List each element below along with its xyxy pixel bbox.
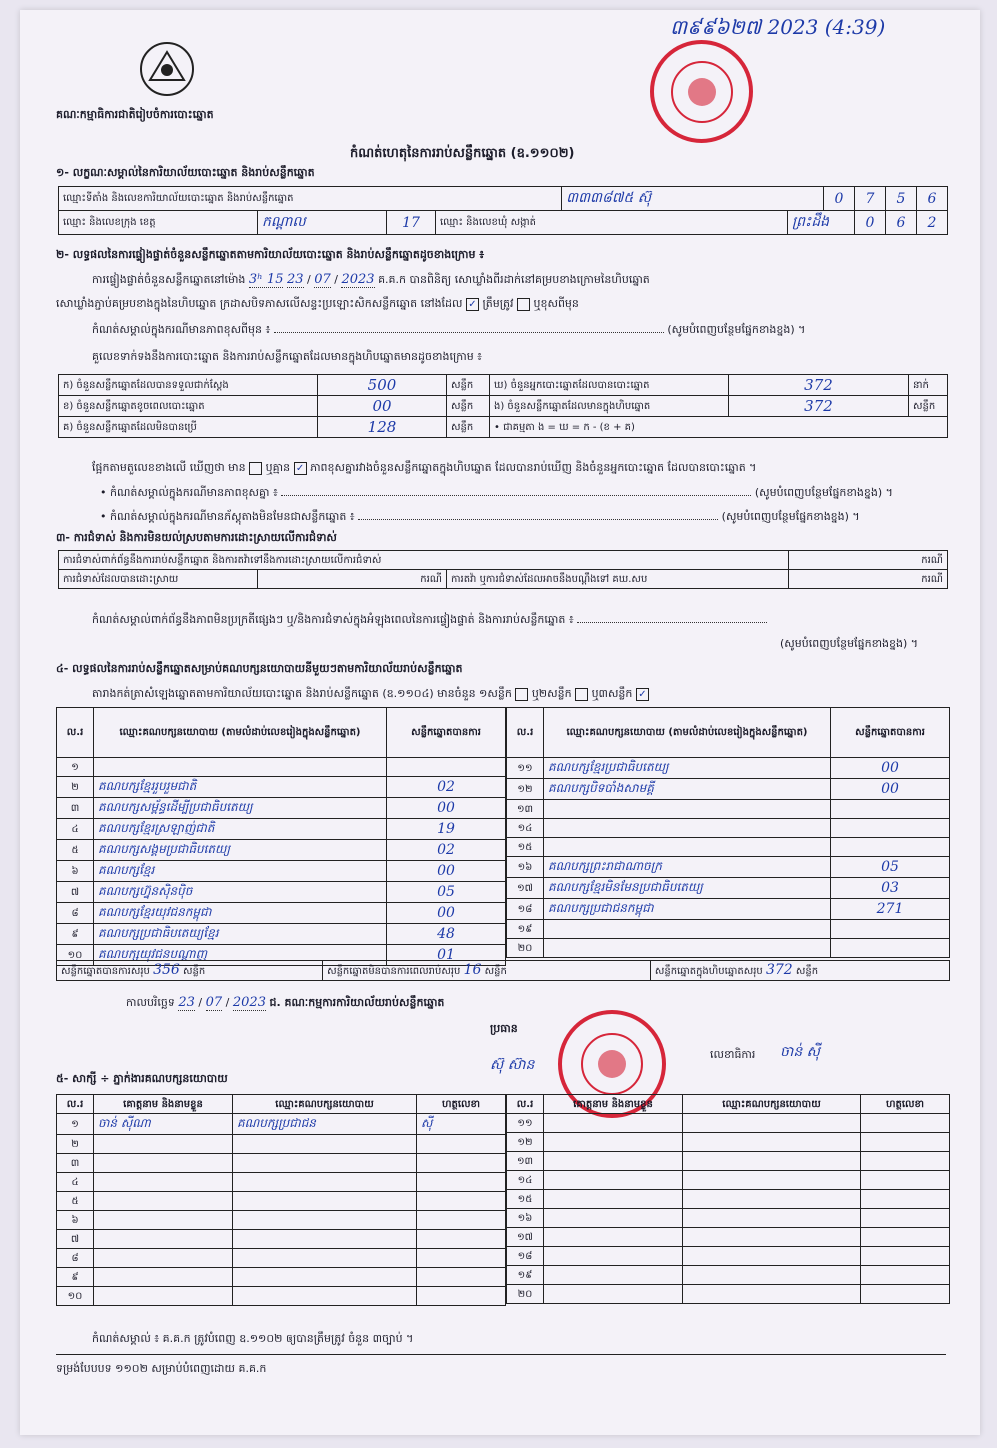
vote-row-party [544, 838, 831, 857]
witness-row-sign [861, 1209, 950, 1228]
secretary-label: លេខាធិការ [710, 1048, 756, 1061]
vote-row-votes: 01 [387, 945, 506, 966]
witness-row-right-4 [507, 1171, 950, 1190]
vote-row-votes [831, 800, 950, 819]
vote-row-party: គណបក្សហ្វ៊ុនស៊ិនប៉ិច [94, 882, 387, 903]
vote-row-party: គណបក្សសម្ព័ន្ធដើម្បីប្រជាធិបតេយ្យ [94, 798, 387, 819]
section1-table [58, 186, 948, 235]
province-number: 17 [387, 211, 436, 235]
count-e-value: 372 [729, 396, 909, 417]
total-invalid: សន្លឹកឆ្នោតមិនបានការពេលរាប់សរុប 16 សន្លឹក [323, 961, 651, 981]
witness-row-sign [417, 1211, 506, 1230]
vote-row-party: គណបក្សខ្មែរប្រជាធិបតេយ្យ [544, 758, 831, 779]
count-a-value: 500 [318, 375, 447, 396]
witness-row-sign [417, 1268, 506, 1287]
vote-row-votes: 00 [387, 861, 506, 882]
vote-row-votes: 03 [831, 878, 950, 899]
vote-row-votes [831, 939, 950, 958]
witness-row-name [544, 1171, 683, 1190]
witness-table-right: ល.រ គោត្តនាម និងនាមខ្លួន ឈ្មោះគណបក្សនយោបាយ ហត្ថលេខា ១១ ១២ ១៣ ១៤ ១៥ ១៦ ១៧ ១៨ ១៩ ២០ [506, 1094, 950, 1304]
witness-row-sign [861, 1285, 950, 1304]
witness-row-name [94, 1211, 233, 1230]
vote-row-number: ៥ [57, 840, 94, 861]
province-label: ឈ្មោះ និងលេខក្រុង ខេត្ត [59, 211, 258, 235]
one-sheet-checkbox[interactable] [515, 688, 528, 701]
vote-row-number: ៨ [57, 903, 94, 924]
correct-checkbox[interactable]: ✓ [466, 298, 479, 311]
witness-row-sign [417, 1173, 506, 1192]
diff-no-checkbox[interactable]: ✓ [294, 462, 307, 475]
vote-row-number: ១៦ [507, 857, 544, 878]
verification-day: 23 [286, 272, 304, 287]
witness-row-number: ៥ [57, 1192, 94, 1211]
vote-row-party: គណបក្សសង្គមប្រជាធិបតេយ្យ [94, 840, 387, 861]
commune-code-1: 0 [855, 211, 886, 235]
witness-row-party [233, 1135, 417, 1154]
vote-row-number: ១៧ [507, 878, 544, 899]
vote-row-party: គណបក្សខ្មែរ [94, 861, 387, 882]
total-box: សន្លឹកឆ្នោតក្នុងហិបឆ្នោតសរុប 372 សន្លឹក [650, 961, 949, 981]
count-d-value: 372 [729, 375, 909, 396]
vote-row-right-9 [507, 920, 950, 939]
vote-row-party [544, 920, 831, 939]
witness-row-party [683, 1133, 861, 1152]
witness-row-name [94, 1173, 233, 1192]
vote-row-left-5 [57, 840, 506, 861]
vote-row-number: ១៥ [507, 838, 544, 857]
witness-row-name [544, 1209, 683, 1228]
witness-row-party [233, 1230, 417, 1249]
vote-row-number: ២០ [507, 939, 544, 958]
vote-row-right-10 [507, 939, 950, 958]
witness-row-name [544, 1228, 683, 1247]
witness-row-sign [417, 1192, 506, 1211]
org-name: គណៈកម្មាធិការជាតិរៀបចំការបោះឆ្នោត [56, 108, 214, 121]
vote-row-number: ២ [57, 777, 94, 798]
vote-row-left-2 [57, 777, 506, 798]
witness-row-sign: ស៊ី [417, 1114, 506, 1135]
witness-row-number: ៩ [57, 1268, 94, 1287]
witness-row-name [94, 1268, 233, 1287]
vote-row-party: គណបក្សខ្មែរស្រឡាញ់ជាតិ [94, 819, 387, 840]
page-title: កំណត់ហេតុនៃការរាប់សន្លឹកឆ្នោត (ឧ.១១០២) [350, 146, 575, 161]
witness-row-number: ៣ [57, 1154, 94, 1173]
official-stamp-top [650, 40, 753, 143]
vote-row-votes: 00 [831, 758, 950, 779]
witness-row-name [544, 1152, 683, 1171]
witness-row-right-3 [507, 1152, 950, 1171]
witness-row-sign [861, 1114, 950, 1133]
counts-intro: គួលេខទាក់ទងនឹងការបោះឆ្នោត និងការរាប់សន្លឹកឆ្នោតដែលមានក្នុងហិបឆ្នោតមានដូចខាងក្រោម ៖ [92, 350, 483, 363]
vote-row-votes: 271 [831, 899, 950, 920]
witness-row-party [683, 1209, 861, 1228]
witness-row-left-8 [57, 1249, 506, 1268]
vote-row-votes: 02 [387, 840, 506, 861]
witness-row-party [233, 1173, 417, 1192]
vote-row-right-1 [507, 758, 950, 779]
section1-title: ១- លក្ខណៈសម្គាល់នៃការិយាល័យបោះឆ្នោត និងរាប់សន្លឹកឆ្នោត [56, 166, 315, 179]
witness-row-number: ១១ [507, 1114, 544, 1133]
witness-row-number: ១៥ [507, 1190, 544, 1209]
witness-row-number: ៧ [57, 1230, 94, 1249]
objection-resolved: ការជំទាស់ដែលបានដោះស្រាយ [59, 570, 258, 589]
witness-row-sign [861, 1133, 950, 1152]
witness-row-name [544, 1190, 683, 1209]
vote-row-left-1 [57, 758, 506, 777]
wrong-checkbox[interactable] [517, 298, 530, 311]
witness-row-number: ១៧ [507, 1228, 544, 1247]
witness-row-party [233, 1211, 417, 1230]
votes-table-right: ល.រ ឈ្មោះគណបក្សនយោបាយ (តាមលំដាប់លេខរៀងក្នុងសន្លឹកឆ្នោត) សន្លឹកឆ្នោតបានការ ១១ គណបក្សខ្មែរប្រជាធិបតេយ្យ 00 ១២ គណបក្សបិទបាំងសាមគ្គី 00 ១៣ ១៤ ១៥ ១៦ គណបក្សព្រះរាជាណាចក្រ 05 ១៧ គណបក្សខ្មែរមិនមែនប្រជាធិបតេយ្យ 03 ១៨ គណបក្សប្រជាជនកម្ពុជា 271 ១៩ ២០ [506, 707, 950, 958]
witness-row-number: ១ [57, 1114, 94, 1135]
count-d-label: ឃ) ចំនួនអ្នកបោះឆ្នោតដែលបានបោះឆ្នោត [490, 375, 729, 396]
witness-row-number: ១២ [507, 1133, 544, 1152]
witness-row-number: ២០ [507, 1285, 544, 1304]
vote-row-party: គណបក្សខ្មែររួបរួមជាតិ [94, 777, 387, 798]
date-month: 07 [205, 995, 223, 1010]
witness-row-party [683, 1285, 861, 1304]
witness-row-number: ១៨ [507, 1247, 544, 1266]
votes-table-left: ល.រ ឈ្មោះគណបក្សនយោបាយ (តាមលំដាប់លេខរៀងក្នុងសន្លឹកឆ្នោត) សន្លឹកឆ្នោតបានការ ១ ២ គណបក្សខ្មែររួបរួមជាតិ 02 ៣ គណបក្សសម្ព័ន្ធដើម្បីប្រជាធិបតេយ្យ 00 ៤ គណបក្សខ្មែរស្រឡាញ់ជាតិ 19 ៥ គណបក្សសង្គមប្រជាធិបតេយ្យ 02 ៦ គណបក្សខ្មែរ 00 ៧ គណបក្សហ្វ៊ុនស៊ិនប៉ិច 05 ៨ គណបក្សខ្មែរយុវជនកម្ពុជា 00 ៩ គណបក្សប្រជាធិបតេយ្យខ្មែរ 48 ១០ គណបក្សយុវជនបណ្ដាញ 01 [56, 707, 506, 966]
vote-row-number: ១៣ [507, 800, 544, 819]
vote-row-left-4 [57, 819, 506, 840]
objection-note: កំណត់សម្គាល់ពាក់ព័ន្ធនឹងភាពមិនប្រក្រតីផ្សេងៗ ឬ/និងការជំទាស់ក្នុងអំឡុងពេលនៃការផ្ទៀងផ្ទាត់ និងការរាប់សន្លឹកឆ្នោត ៖ [92, 613, 972, 629]
witness-row-sign [417, 1249, 506, 1268]
counts-table: ក) ចំនួនសន្លឹកឆ្នោតដែលបានទទួលជាក់ស្តែង 500 សន្លឹក ឃ) ចំនួនអ្នកបោះឆ្នោតដែលបានបោះឆ្នោត 372 នាក់ ខ) ចំនួនសន្លឹកឆ្នោតខូចពេលបោះឆ្នោត 00 សន្លឹក ង) ចំនួនសន្លឹកឆ្នោតដែលមានក្នុងហិបឆ្នោត 372 សន្លឹក គ) ចំនួនសន្លឹកឆ្នោតដែលមិនបានប្រើ 128 សន្លឹក • ជាគម្មតា ង = ឃ = ក - (ខ + គ) [58, 374, 948, 438]
verification-year: 2023 [341, 272, 375, 287]
station-value: ៣៣៣៨៧៥ ស៊ុ [562, 187, 824, 211]
section4-title: ៤- លទ្ធផលនៃការរាប់សន្លឹកឆ្នោតសម្រាប់គណបក្សនយោបាយនីមួយៗតាមការិយាល័យរាប់សន្លឹកឆ្នោត [56, 662, 463, 675]
witness-row-right-9 [507, 1266, 950, 1285]
date-year: 2023 [232, 995, 266, 1010]
witness-row-party: គណបក្សប្រជាជន [233, 1114, 417, 1135]
chief-signature: ស៊ុ ស៊ាន [490, 1057, 535, 1073]
vote-row-right-7 [507, 878, 950, 899]
vote-row-votes: 05 [387, 882, 506, 903]
verification-time: 3ʰ 15 [248, 272, 284, 287]
count-e-label: ង) ចំនួនសន្លឹកឆ្នោតដែលមានក្នុងហិបឆ្នោត [490, 396, 729, 417]
witness-row-sign [861, 1228, 950, 1247]
vote-row-right-2 [507, 779, 950, 800]
section5-title: ៥- សាក្សី ÷ ភ្នាក់ងារគណបក្សនយោបាយ [56, 1072, 228, 1085]
verification-line: ការផ្ទៀងផ្ទាត់ចំនួនសន្លឹកឆ្នោតនៅម៉ោង 3ʰ 15 23 / 07 / 2023 គ.គ.ក បានពិនិត្យ សោឃ្លាំងពីរដាក់នៅគម្របខាងក្រោមនៃហិបឆ្នោត [92, 272, 650, 287]
objection-table: ការជំទាស់ពាក់ព័ន្ធនឹងការរាប់សន្លឹកឆ្នោត និងការតវ៉ាទៅនឹងការដោះស្រាយលើការជំទាស់ ករណី ការជំទាស់ដែលបានដោះស្រាយ ករណី ការតវ៉ា ឬការជំទាស់ដែលអាចនឹងបណ្ដឹងទៅ គឃ.សប ករណី [58, 550, 948, 589]
vote-row-number: ១០ [57, 945, 94, 966]
witness-row-left-6 [57, 1211, 506, 1230]
witness-row-name [94, 1154, 233, 1173]
commune-code-3: 2 [917, 211, 948, 235]
witness-row-name [94, 1287, 233, 1306]
fill-hint: (សូមបំពេញបន្ថែមផ្នែកខាងខ្នង) ។ [667, 323, 806, 336]
witness-row-right-7 [507, 1228, 950, 1247]
vote-row-party [544, 939, 831, 958]
vote-row-left-7 [57, 882, 506, 903]
witness-row-sign [417, 1287, 506, 1306]
seal-line: សោឃ្លាំងភ្ជាប់គម្របខាងក្នុងនៃហិបឆ្នោត ក្រដាសបិទភាសលើសន្ទះប្រឡោះសិកសន្លឹកឆ្នោត នៅងដែល ✓ ត្រឹមត្រូវ ឬខុសពីមុន [56, 297, 579, 310]
witness-row-left-9 [57, 1268, 506, 1287]
witness-row-party [683, 1247, 861, 1266]
station-code-2: 7 [855, 187, 886, 211]
witness-row-number: ២ [57, 1135, 94, 1154]
vote-row-number: ៧ [57, 882, 94, 903]
witness-row-left-4 [57, 1173, 506, 1192]
witness-row-name [94, 1135, 233, 1154]
witness-row-number: ១០ [57, 1287, 94, 1306]
witness-row-number: ១៤ [507, 1171, 544, 1190]
count-b-value: 00 [318, 396, 447, 417]
witness-row-party [233, 1268, 417, 1287]
station-label: ឈ្មោះទីតាំង និងលេខការិយាល័យបោះឆ្នោត និងរាប់សន្លឹកឆ្នោត [59, 187, 562, 211]
vote-row-left-6 [57, 861, 506, 882]
section3-title: ៣- ការជំទាស់ និងការមិនយល់ស្របតាមការដោះស្រាយលើការជំទាស់ [56, 531, 337, 544]
footer-line [56, 1354, 946, 1355]
witness-row-party [683, 1114, 861, 1133]
vote-row-right-5 [507, 838, 950, 857]
vote-row-party: គណបក្សខ្មែរយុវជនកម្ពុជា [94, 903, 387, 924]
witness-row-sign [417, 1154, 506, 1173]
vote-row-number: ១៩ [507, 920, 544, 939]
witness-row-left-5 [57, 1192, 506, 1211]
witness-row-name [94, 1249, 233, 1268]
witness-row-sign [861, 1152, 950, 1171]
vote-row-number: ៤ [57, 819, 94, 840]
witness-row-number: ៤ [57, 1173, 94, 1192]
witness-row-name [94, 1192, 233, 1211]
witness-row-left-1 [57, 1114, 506, 1135]
verification-month: 07 [314, 272, 331, 287]
witness-row-right-6 [507, 1209, 950, 1228]
vote-row-number: ១២ [507, 779, 544, 800]
witness-row-party [233, 1249, 417, 1268]
witness-row-party [683, 1228, 861, 1247]
diff-note-line: កំណត់សម្គាល់ក្នុងករណីមានភាពខុសពីមុន ៖ (សូមបំពេញបន្ថែមផ្នែកខាងខ្នង) ។ [92, 323, 806, 336]
vote-row-party: គណបក្សប្រជាធិបតេយ្យខ្មែរ [94, 924, 387, 945]
witness-row-sign [861, 1190, 950, 1209]
witness-row-sign [417, 1135, 506, 1154]
witness-row-party [233, 1192, 417, 1211]
witness-row-right-10 [507, 1285, 950, 1304]
footnote: កំណត់សម្គាល់ ៖ គ.គ.ក ត្រូវបំពេញ ឧ.១១០២ ឲ្យបានត្រឹមត្រូវ ចំនួន ៣ច្បាប់ ។ [92, 1332, 414, 1345]
vote-row-votes: 00 [387, 798, 506, 819]
witness-table-left: ល.រ គោត្តនាម និងនាមខ្លួន ឈ្មោះគណបក្សនយោបាយ ហត្ថលេខា ១ ចាន់ ស៊ីណា គណបក្សប្រជាជន ស៊ី ២ ៣ ៤ ៥ ៦ ៧ ៨ ៩ ១០ [56, 1094, 506, 1306]
witness-row-sign [861, 1266, 950, 1285]
commune-label: ឈ្មោះ និងលេខឃុំ សង្កាត់ [436, 211, 788, 235]
objection-appeal: ការតវ៉ា ឬការជំទាស់ដែលអាចនឹងបណ្ដឹងទៅ គឃ.សប [447, 570, 789, 589]
vote-row-party: គណបក្សព្រះរាជាណាចក្រ [544, 857, 831, 878]
witness-row-sign [861, 1247, 950, 1266]
committee-label: ជ. គណៈកម្មការការិយាល័យរាប់សន្លឹកឆ្នោត [269, 996, 445, 1009]
witness-row-party [683, 1190, 861, 1209]
vote-row-party [544, 819, 831, 838]
vote-row-number: ៦ [57, 861, 94, 882]
witness-row-name [544, 1114, 683, 1133]
three-sheet-checkbox[interactable]: ✓ [636, 688, 649, 701]
vote-row-left-8 [57, 903, 506, 924]
witness-row-number: ១៦ [507, 1209, 544, 1228]
witness-row-name [544, 1247, 683, 1266]
stamp-note: ៣៩៩៦២៧ 2023 (4:39) [670, 15, 886, 39]
vote-row-right-6 [507, 857, 950, 878]
witness-row-sign [417, 1230, 506, 1249]
witness-row-left-2 [57, 1135, 506, 1154]
count-a-label: ក) ចំនួនសន្លឹកឆ្នោតដែលបានទទួលជាក់ស្តែង [59, 375, 318, 396]
date-day: 23 [178, 995, 195, 1010]
witness-row-left-10 [57, 1287, 506, 1306]
witness-row-number: ៨ [57, 1249, 94, 1268]
bullet2-line: • កំណត់សម្គាល់ក្នុងករណីមានភ័ស្តុតាងមិនមែនជាសន្លឹកឆ្នោត ៖ (សូមបំពេញបន្ថែមផ្នែកខាងខ្នង) ។ [100, 510, 860, 523]
vote-row-votes [387, 758, 506, 777]
witness-row-name [544, 1285, 683, 1304]
witness-row-name [544, 1133, 683, 1152]
vote-row-party: គណបក្សបិទបាំងសាមគ្គី [544, 779, 831, 800]
witness-row-left-7 [57, 1230, 506, 1249]
secretary-signature: ចាន់ ស៊ី [780, 1044, 820, 1060]
count-c-label: គ) ចំនួនសន្លឹកឆ្នោតដែលមិនបានប្រើ [59, 417, 318, 438]
form-footer: ទម្រង់បែបបទ ១១០២ សម្រាប់បំពេញដោយ គ.គ.ក [56, 1362, 267, 1375]
vote-row-votes: 05 [831, 857, 950, 878]
witness-row-party [683, 1266, 861, 1285]
vote-row-right-4 [507, 819, 950, 838]
vote-row-votes: 00 [387, 903, 506, 924]
witness-row-name [94, 1230, 233, 1249]
vote-row-left-3 [57, 798, 506, 819]
section4-intro: តារាងកត់ត្រាសំឡេងឆ្នោតតាមការិយាល័យបោះឆ្នោត និងរាប់សន្លឹកឆ្នោត (ឧ.១១០៤) មានចំនួន ១សន្លឹក ឬ២សន្លឹក ឬ៣សន្លឹក ✓ [92, 687, 972, 703]
total-valid-value: 356 [153, 962, 180, 978]
witness-row-right-2 [507, 1133, 950, 1152]
vote-row-number: ៣ [57, 798, 94, 819]
total-box-value: 372 [765, 962, 793, 978]
totals-table [56, 960, 950, 981]
witness-row-name: ចាន់ ស៊ីណា [94, 1114, 233, 1135]
witness-row-name [544, 1266, 683, 1285]
section2-title: ២- លទ្ធផលនៃការផ្ទៀងផ្ទាត់ចំនួនសន្លឹកឆ្នោតតាមការិយាល័យបោះឆ្នោត និងរាប់សន្លឹកឆ្នោតដូចខាងក្រោម ៖ [56, 248, 485, 261]
vote-row-party [544, 800, 831, 819]
difference-line: ផ្អែកតាមតួលេខខាងលើ ឃើញថា មាន ឬគ្មាន ✓ ភាពខុសគ្នារវាងចំនួនសន្លឹកឆ្នោតក្នុងហិបឆ្នោត ដែលបានរាប់ឃើញ និងចំនួនអ្នកបោះឆ្នោត ដែលបានបោះឆ្នោត ។ [92, 461, 757, 474]
commune-value: ព្រះដឹង [787, 211, 854, 235]
bullet1-line: • កំណត់សម្គាល់ក្នុងករណីមានភាពខុសគ្នា ៖ (សូមបំពេញបន្ថែមផ្នែកខាងខ្នង) ។ [100, 486, 893, 499]
total-valid: សន្លឹកឆ្នោតបានការសរុប 356 សន្លឹក [57, 961, 323, 981]
witness-row-party [683, 1152, 861, 1171]
province-value: កណ្ដាល [258, 211, 387, 235]
objection-row1: ការជំទាស់ពាក់ព័ន្ធនឹងការរាប់សន្លឹកឆ្នោត និងការតវ៉ាទៅនឹងការដោះស្រាយលើការជំទាស់ [59, 551, 789, 570]
witness-row-sign [861, 1171, 950, 1190]
document-page: គណៈកម្មាធិការជាតិរៀបចំការបោះឆ្នោត ៣៩៩៦២៧ 2023 (4:39) កំណត់ហេតុនៃការរាប់សន្លឹកឆ្នោត (ឧ.១១០២) ១- លក្ខណៈសម្គាល់នៃការិយាល័យបោះឆ្នោត និងរាប់សន្លឹកឆ្នោត ឈ្មោះទីតាំង និងលេខការិយាល័យបោះឆ្នោត និងរាប់សន្លឹកឆ្នោត ៣៣៣៨៧៥ ស៊ុ 0 7 5 6 ឈ្មោះ និងលេខក្រុង ខេត្ត កណ្ដាល 17 ឈ្មោះ និងលេខឃុំ សង្កាត់ ព្រះដឹង 0 6 2 ២- លទ្ធផលនៃការផ្ទៀងផ្ទាត់ចំនួនសន្លឹកឆ្នោតតាមការិយាល័យបោះឆ្នោត និងរាប់សន្លឹកឆ្នោតដូចខាងក្រោម ៖ ការផ្ទៀងផ្ទាត់ចំនួនសន្លឹកឆ្នោតនៅម៉ោង 3ʰ 15 23 / 07 / 2023 គ.គ.ក បានពិនិត្យ សោឃ្លាំងពីរដាក់នៅគម្របខាងក្រោមនៃហិបឆ្នោត សោឃ្លាំងភ្ជាប់គម្របខាងក្នុងនៃហិបឆ្នោត ក្រដាសបិទភាសលើសន្ទះប្រឡោះសិកសន្លឹកឆ្នោត នៅងដែល ✓ ត្រឹមត្រូវ ឬខុសពីមុន កំណត់សម្គាល់ក្នុងករណីមានភាពខុសពីមុន ៖ (សូមបំពេញបន្ថែមផ្នែកខាងខ្នង) ។ គួលេខទាក់ទងនឹងការបោះឆ្នោត និងការរាប់សន្លឹកឆ្នោតដែលមានក្នុងហិបឆ្នោតមានដូចខាងក្រោម ៖ ក) ចំនួនសន្លឹកឆ្នោតដែលបានទទួលជាក់ស្តែង 500 សន្លឹក ឃ) ចំនួនអ្នកបោះឆ្នោតដែលបានបោះឆ្នោត 372 នាក់ ខ) ចំនួនសន្លឹកឆ្នោតខូចពេលបោះឆ្នោត 00 សន្លឹក ង) ចំនួនសន្លឹកឆ្នោតដែលមានក្នុងហិបឆ្នោត 372 សន្លឹក គ) ចំនួនសន្លឹកឆ្នោតដែលមិនបានប្រើ 128 សន្លឹក • ជាគម្មតា ង = ឃ = ក - (ខ + គ) ផ្អែកតាមតួលេខខាងលើ ឃើញថា មាន ឬគ្មាន ✓ ភាពខុសគ្នារវាងចំនួនសន្លឹកឆ្នោតក្នុងហិបឆ្នោត ដែលបានរាប់ឃើញ និងចំនួនអ្នកបោះឆ្នោត ដែលបានបោះឆ្នោត ។ • កំណត់សម្គាល់ក្នុងករណីមានភាពខុសគ្នា ៖ (សូមបំពេញបន្ថែមផ្នែកខាងខ្នង) ។ • កំណត់សម្គាល់ក្នុងករណីមានភ័ស្តុតាងមិនមែនជាសន្លឹកឆ្នោត ៖ (សូមបំពេញបន្ថែមផ្នែកខាងខ្នង) ។ ៣- ការជំទាស់ និងការមិនយល់ស្របតាមការដោះស្រាយលើការជំទាស់ ការជំទាស់ពាក់ព័ន្ធនឹងការរាប់សន្លឹកឆ្នោត និងការតវ៉ាទៅនឹងការដោះស្រាយលើការជំទាស់ ករណី ការជំទាស់ដែលបានដោះស្រាយ ករណី ការតវ៉ា ឬការជំទាស់ដែលអាចនឹងបណ្ដឹងទៅ គឃ.សប ករណី កំណត់សម្គាល់ពាក់ព័ន្ធនឹងភាពមិនប្រក្រតីផ្សេងៗ ឬ/និងការជំទាស់ក្នុងអំឡុងពេលនៃការផ្ទៀងផ្ទាត់ និងការរាប់សន្លឹកឆ្នោត ៖ (សូមបំពេញបន្ថែមផ្នែកខាងខ្នង) ។ ៤- លទ្ធផលនៃការរាប់សន្លឹកឆ្នោតសម្រាប់គណបក្សនយោបាយនីមួយៗតាមការិយាល័យរាប់សន្លឹកឆ្នោត តារាងកត់ត្រាសំឡេងឆ្នោតតាមការិយាល័យបោះឆ្នោត និងរាប់សន្លឹកឆ្នោត (ឧ.១១០៤) មានចំនួន ១សន្លឹក ឬ២សន្លឹក ឬ៣សន្លឹក ✓ ល.រ ឈ្មោះគណបក្សនយោបាយ (តាមលំដាប់លេខរៀងក្នុងសន្លឹកឆ្នោត) សន្លឹកឆ្នោតបានការ ១ ២ គណបក្សខ្មែររួបរួមជាតិ 02 ៣ គណបក្សសម្ព័ន្ធដើម្បីប្រជាធិបតេយ្យ 00 ៤ គណបក្សខ្មែរស្រឡាញ់ជាតិ 19 ៥ គណបក្សសង្គមប្រជាធិបតេយ្យ 02 ៦ គណបក្សខ្មែរ 00 ៧ គណបក្សហ្វ៊ុនស៊ិនប៉ិច 05 ៨ គណបក្សខ្មែរយុវជនកម្ពុជា 00 ៩ គណបក្សប្រជាធិបតេយ្យខ្មែរ 48 ១០ គណបក្សយុវជនបណ្ដាញ 01 ល.រ ឈ្មោះគណបក្សនយោបាយ (តាមលំដាប់លេខរៀងក្នុងសន្លឹកឆ្នោត) សន្លឹកឆ្នោតបានការ ១១ គណបក្សខ្មែរប្រជាធិបតេយ្យ 00 ១២ គណបក្សបិទបាំងសាមគ្គី 00 ១៣ ១៤ ១៥ ១៦ គណបក្សព្រះរាជាណាចក្រ 05 ១៧ គណបក្សខ្មែរមិនមែនប្រជាធិបតេយ្យ 03 ១៨ គណបក្សប្រជាជនកម្ពុជា 271 ១៩ ២០ សន្លឹកឆ្នោតបានការសរុប 356 សន្លឹក សន្លឹកឆ្នោតមិនបានការពេលរាប់សរុប 16 សន្លឹក សន្លឹកឆ្នោតក្នុងហិបឆ្នោតសរុប 372 សន្លឹក កាលបរិច្ឆេទ 23 / 07 / 2023 ជ. គណៈកម្មការការិយាល័យរាប់សន្លឹកឆ្នោត ប្រធាន ស៊ុ ស៊ាន លេខាធិការ ចាន់ ស៊ី ៥- សាក្សី ÷ ភ្នាក់ងារគណបក្សនយោបាយ ល.រ គោត្តនាម និងនាមខ្លួន ឈ្មោះគណបក្សនយោបាយ ហត្ថលេខា ១ ចាន់ ស៊ីណា គណបក្សប្រជាជន ស៊ី ២ ៣ ៤ ៥ ៦ ៧ ៨ ៩ ១០ ល.រ គោត្តនាម និងនាមខ្លួន ឈ្មោះគណបក្សនយោបាយ ហត្ថលេខា ១១ ១២ ១៣ ១៤ ១៥ ១៦ ១៧ ១៨ ១៩ ២០ កំណត់សម្គាល់ ៖ គ.គ.ក ត្រូវបំពេញ ឧ.១១០២ ឲ្យបានត្រឹមត្រូវ ចំនួន ៣ច្បាប់ ។ ទម្រង់បែបបទ ១១០២ សម្រាប់បំពេញដោយ គ.គ.ក [20, 10, 980, 1435]
witness-row-party [233, 1154, 417, 1173]
vote-row-party [94, 758, 387, 777]
witness-row-right-8 [507, 1247, 950, 1266]
witness-row-right-5 [507, 1190, 950, 1209]
witness-row-left-3 [57, 1154, 506, 1173]
vote-row-left-9 [57, 924, 506, 945]
station-code-3: 5 [886, 187, 917, 211]
diff-yes-checkbox[interactable] [249, 462, 262, 475]
count-b-label: ខ) ចំនួនសន្លឹកឆ្នោតខូចពេលបោះឆ្នោត [59, 396, 318, 417]
witness-row-number: ១៩ [507, 1266, 544, 1285]
vote-row-party: គណបក្សប្រជាជនកម្ពុជា [544, 899, 831, 920]
vote-row-right-3 [507, 800, 950, 819]
vote-row-party: គណបក្សខ្មែរមិនមែនប្រជាធិបតេយ្យ [544, 878, 831, 899]
station-code-4: 6 [917, 187, 948, 211]
vote-row-votes: 48 [387, 924, 506, 945]
vote-row-number: ៩ [57, 924, 94, 945]
vote-row-votes [831, 819, 950, 838]
vote-row-number: ១៨ [507, 899, 544, 920]
witness-row-party [233, 1287, 417, 1306]
witness-row-number: ៦ [57, 1211, 94, 1230]
vote-row-votes [831, 838, 950, 857]
station-code-1: 0 [824, 187, 855, 211]
vote-row-number: ១៤ [507, 819, 544, 838]
vote-row-party: គណបក្សយុវជនបណ្ដាញ [94, 945, 387, 966]
vote-row-votes: 00 [831, 779, 950, 800]
chief-label: ប្រធាន [490, 1022, 518, 1035]
commune-code-2: 6 [886, 211, 917, 235]
vote-row-number: ១១ [507, 758, 544, 779]
witness-row-party [683, 1171, 861, 1190]
vote-row-votes: 19 [387, 819, 506, 840]
nec-logo-icon [138, 40, 196, 98]
total-invalid-value: 16 [463, 962, 482, 978]
vote-row-votes: 02 [387, 777, 506, 798]
date-line: កាលបរិច្ឆេទ 23 / 07 / 2023 ជ. គណៈកម្មការការិយាល័យរាប់សន្លឹកឆ្នោត [126, 995, 445, 1010]
two-sheet-checkbox[interactable] [575, 688, 588, 701]
vote-row-number: ១ [57, 758, 94, 777]
count-c-value: 128 [318, 417, 447, 438]
count-formula: • ជាគម្មតា ង = ឃ = ក - (ខ + គ) [490, 417, 948, 438]
vote-row-votes [831, 920, 950, 939]
witness-row-right-1 [507, 1114, 950, 1133]
vote-row-right-8 [507, 899, 950, 920]
witness-row-number: ១៣ [507, 1152, 544, 1171]
